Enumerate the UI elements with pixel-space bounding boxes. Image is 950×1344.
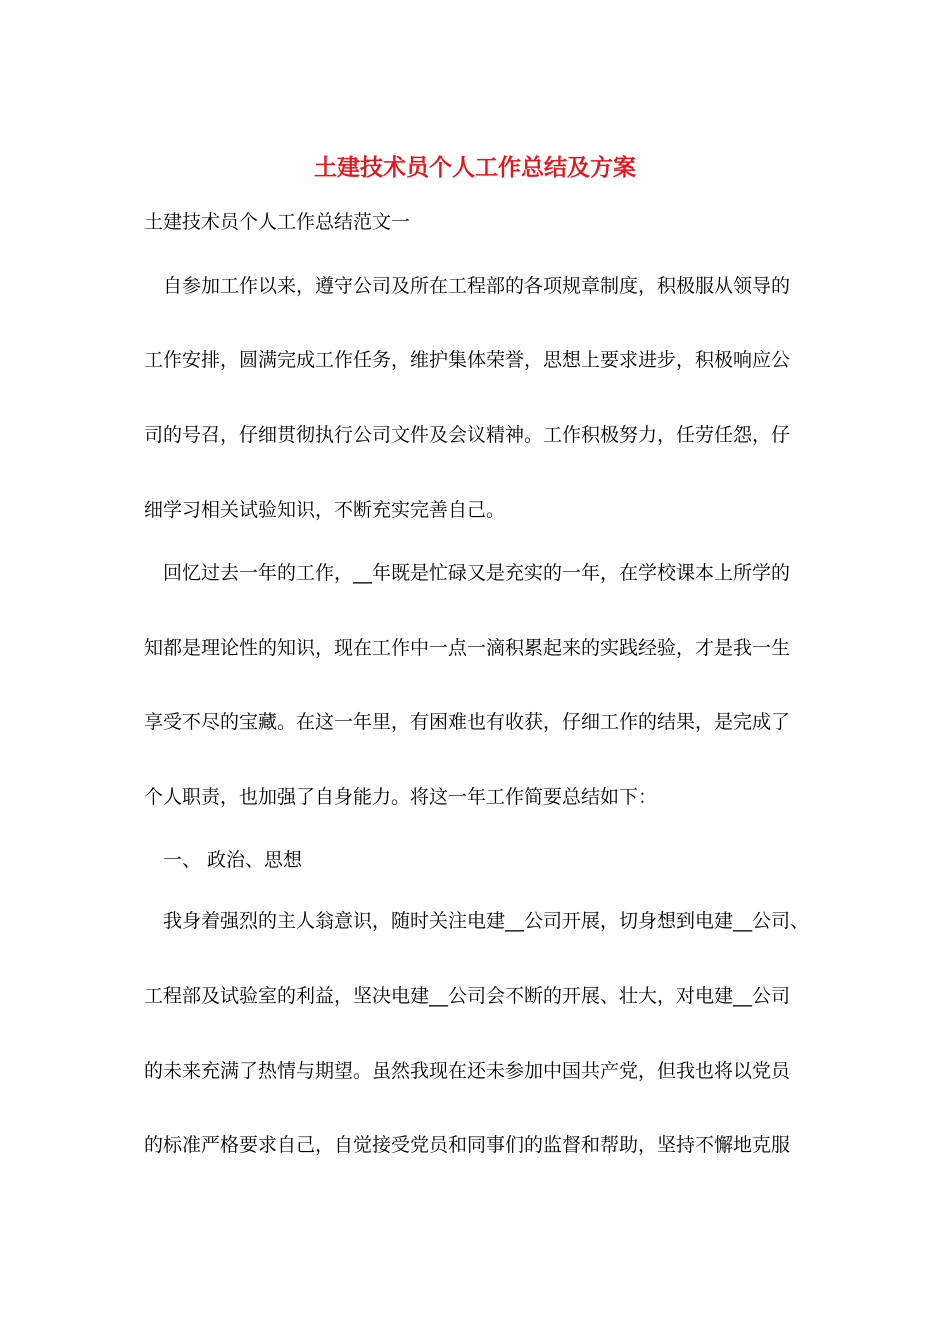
- paragraph-line: 回忆过去一年的工作，__年既是忙碌又是充实的一年，在学校课本上所学的: [163, 562, 791, 584]
- section-heading: 一、 政治、思想: [163, 849, 303, 871]
- paragraph-line: 工作安排，圆满完成工作任务，维护集体荣誉，思想上要求进步，积极响应公: [144, 349, 791, 371]
- paragraph-line: 的未来充满了热情与期望。虽然我现在还未参加中国共产党，但我也将以党员: [144, 1060, 791, 1082]
- paragraph-line: 自参加工作以来，遵守公司及所在工程部的各项规章制度，积极服从领导的: [163, 275, 791, 297]
- paragraph-line: 知都是理论性的知识，现在工作中一点一滴积累起来的实践经验，才是我一生: [144, 637, 791, 659]
- paragraph-line: 个人职责，也加强了自身能力。将这一年工作简要总结如下：: [144, 786, 658, 808]
- section-subtitle: 土建技术员个人工作总结范文一: [144, 211, 411, 233]
- paragraph-line: 的标准严格要求自己，自觉接受党员和同事们的监督和帮助，坚持不懈地克服: [144, 1134, 791, 1156]
- paragraph-line: 我身着强烈的主人翁意识，随时关注电建__公司开展，切身想到电建__公司、: [163, 910, 810, 932]
- document-title: 土建技术员个人工作总结及方案: [314, 154, 636, 181]
- paragraph-line: 司的号召，仔细贯彻执行公司文件及会议精神。工作积极努力，任劳任怨，仔: [144, 424, 791, 446]
- paragraph-line: 细学习相关试验知识，不断充实完善自己。: [144, 499, 506, 521]
- paragraph-line: 工程部及试验室的利益，坚决电建__公司会不断的开展、壮大，对电建__公司: [144, 985, 791, 1007]
- paragraph-line: 享受不尽的宝藏。在这一年里，有困难也有收获，仔细工作的结果，是完成了: [144, 711, 791, 733]
